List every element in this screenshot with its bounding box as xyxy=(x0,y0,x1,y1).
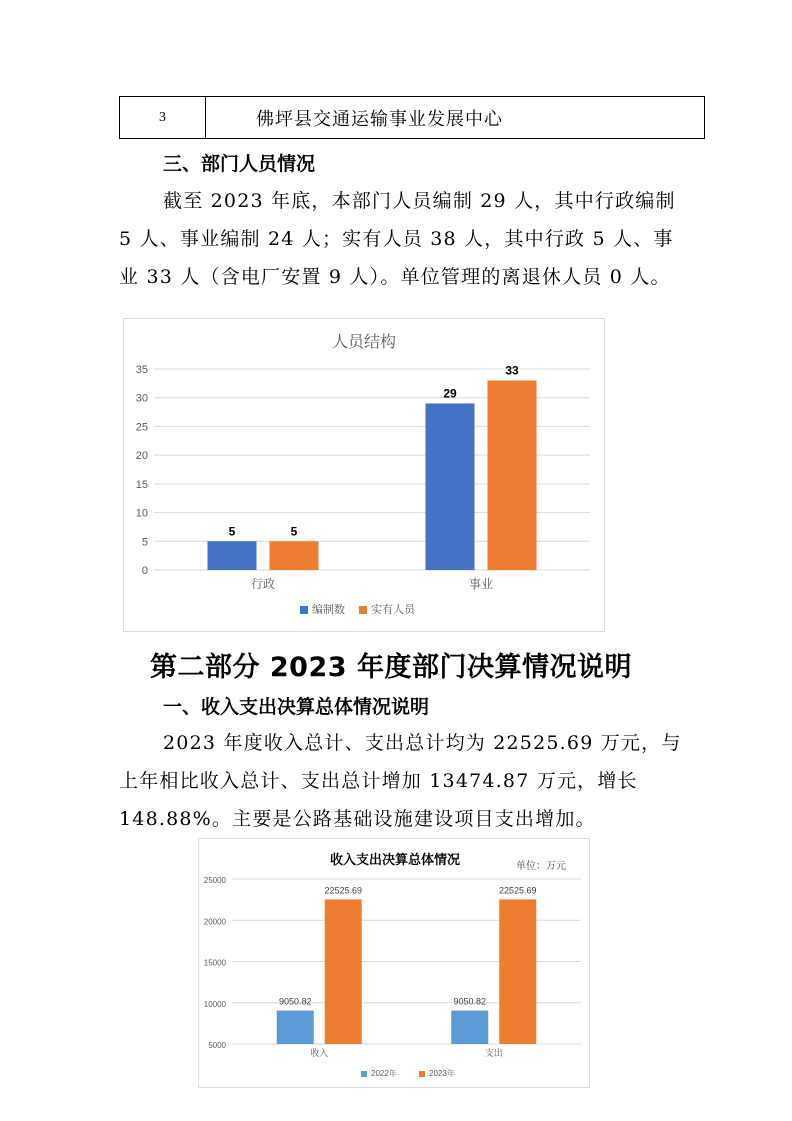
bar xyxy=(426,403,475,570)
bar xyxy=(208,541,257,570)
org-table-name: 佛坪县交通运输事业发展中心 xyxy=(256,108,503,130)
section3-line-3: 业 33 人（含电厂安置 9 人）。单位管理的离退休人员 0 人。 xyxy=(119,266,671,288)
y-tick-label: 20 xyxy=(135,450,148,463)
data-label: 22525.69 xyxy=(498,885,537,896)
legend-swatch xyxy=(419,1071,425,1077)
data-label: 5 xyxy=(290,524,298,539)
data-label: 5 xyxy=(228,524,236,539)
chart-unit-note: 单位：万元 xyxy=(516,861,566,872)
x-tick-label: 行政 xyxy=(250,577,276,591)
chart-title: 收入支出决算总体情况 xyxy=(329,852,461,867)
y-tick-label: 35 xyxy=(135,364,148,376)
y-tick-label: 30 xyxy=(135,392,148,405)
section1-line-3: 148.88%。主要是公路基础设施建设项目支出增加。 xyxy=(119,808,596,830)
budget-chart-svg xyxy=(199,839,589,1087)
legend-swatch xyxy=(300,606,308,614)
bar xyxy=(270,541,319,570)
budget-chart xyxy=(198,838,590,1088)
y-tick-label: 20000 xyxy=(203,917,226,927)
y-tick-label: 15000 xyxy=(203,958,226,968)
section3-line-2: 5 人、事业编制 24 人；实有人员 38 人，其中行政 5 人、事 xyxy=(119,228,674,250)
org-table-row xyxy=(119,96,705,139)
y-tick-label: 5 xyxy=(141,536,148,549)
personnel-chart-svg xyxy=(124,319,604,631)
y-tick-label: 10 xyxy=(135,507,148,520)
section3-line-1: 截至 2023 年底，本部门人员编制 29 人，其中行政编制 xyxy=(163,190,676,212)
section3-paragraph xyxy=(119,182,719,296)
y-tick-label: 15 xyxy=(135,478,148,491)
x-tick-label: 事业 xyxy=(468,577,494,591)
y-tick-label: 0 xyxy=(141,565,148,577)
legend-label: 实有人员 xyxy=(371,604,415,616)
x-tick-label: 支出 xyxy=(484,1048,503,1058)
legend-swatch xyxy=(361,1071,367,1077)
bar xyxy=(499,899,536,1044)
legend-label: 2023年 xyxy=(429,1069,455,1078)
y-tick-label: 10000 xyxy=(203,999,226,1009)
part2-title: 第二部分 2023 年度部门决算情况说明 xyxy=(150,652,632,683)
section1-line-1: 2023 年度收入总计、支出总计均为 22525.69 万元，与 xyxy=(163,732,682,754)
bar xyxy=(488,380,537,570)
org-table-index: 3 xyxy=(120,97,206,138)
legend-label: 编制数 xyxy=(312,604,345,616)
data-label: 9050.82 xyxy=(278,996,312,1007)
section1-heading: 一、收入支出决算总体情况说明 xyxy=(163,696,430,718)
bar xyxy=(325,899,362,1044)
section3-heading: 三、部门人员情况 xyxy=(163,153,316,175)
legend-swatch xyxy=(359,606,367,614)
section1-line-2: 上年相比收入总计、支出总计增加 13474.87 万元，增长 xyxy=(119,770,638,792)
chart-title: 人员结构 xyxy=(331,334,397,351)
bar xyxy=(451,1011,488,1044)
data-label: 22525.69 xyxy=(324,885,363,896)
data-label: 33 xyxy=(505,363,519,378)
y-tick-label: 5000 xyxy=(208,1041,226,1050)
section1-paragraph xyxy=(119,724,719,838)
personnel-chart xyxy=(123,318,605,632)
x-tick-label: 收入 xyxy=(310,1048,329,1058)
legend-label: 2022年 xyxy=(371,1069,397,1078)
y-tick-label: 25000 xyxy=(203,876,226,885)
data-label: 9050.82 xyxy=(453,996,487,1007)
bar xyxy=(277,1011,314,1044)
y-tick-label: 25 xyxy=(135,421,148,434)
data-label: 29 xyxy=(443,386,457,401)
